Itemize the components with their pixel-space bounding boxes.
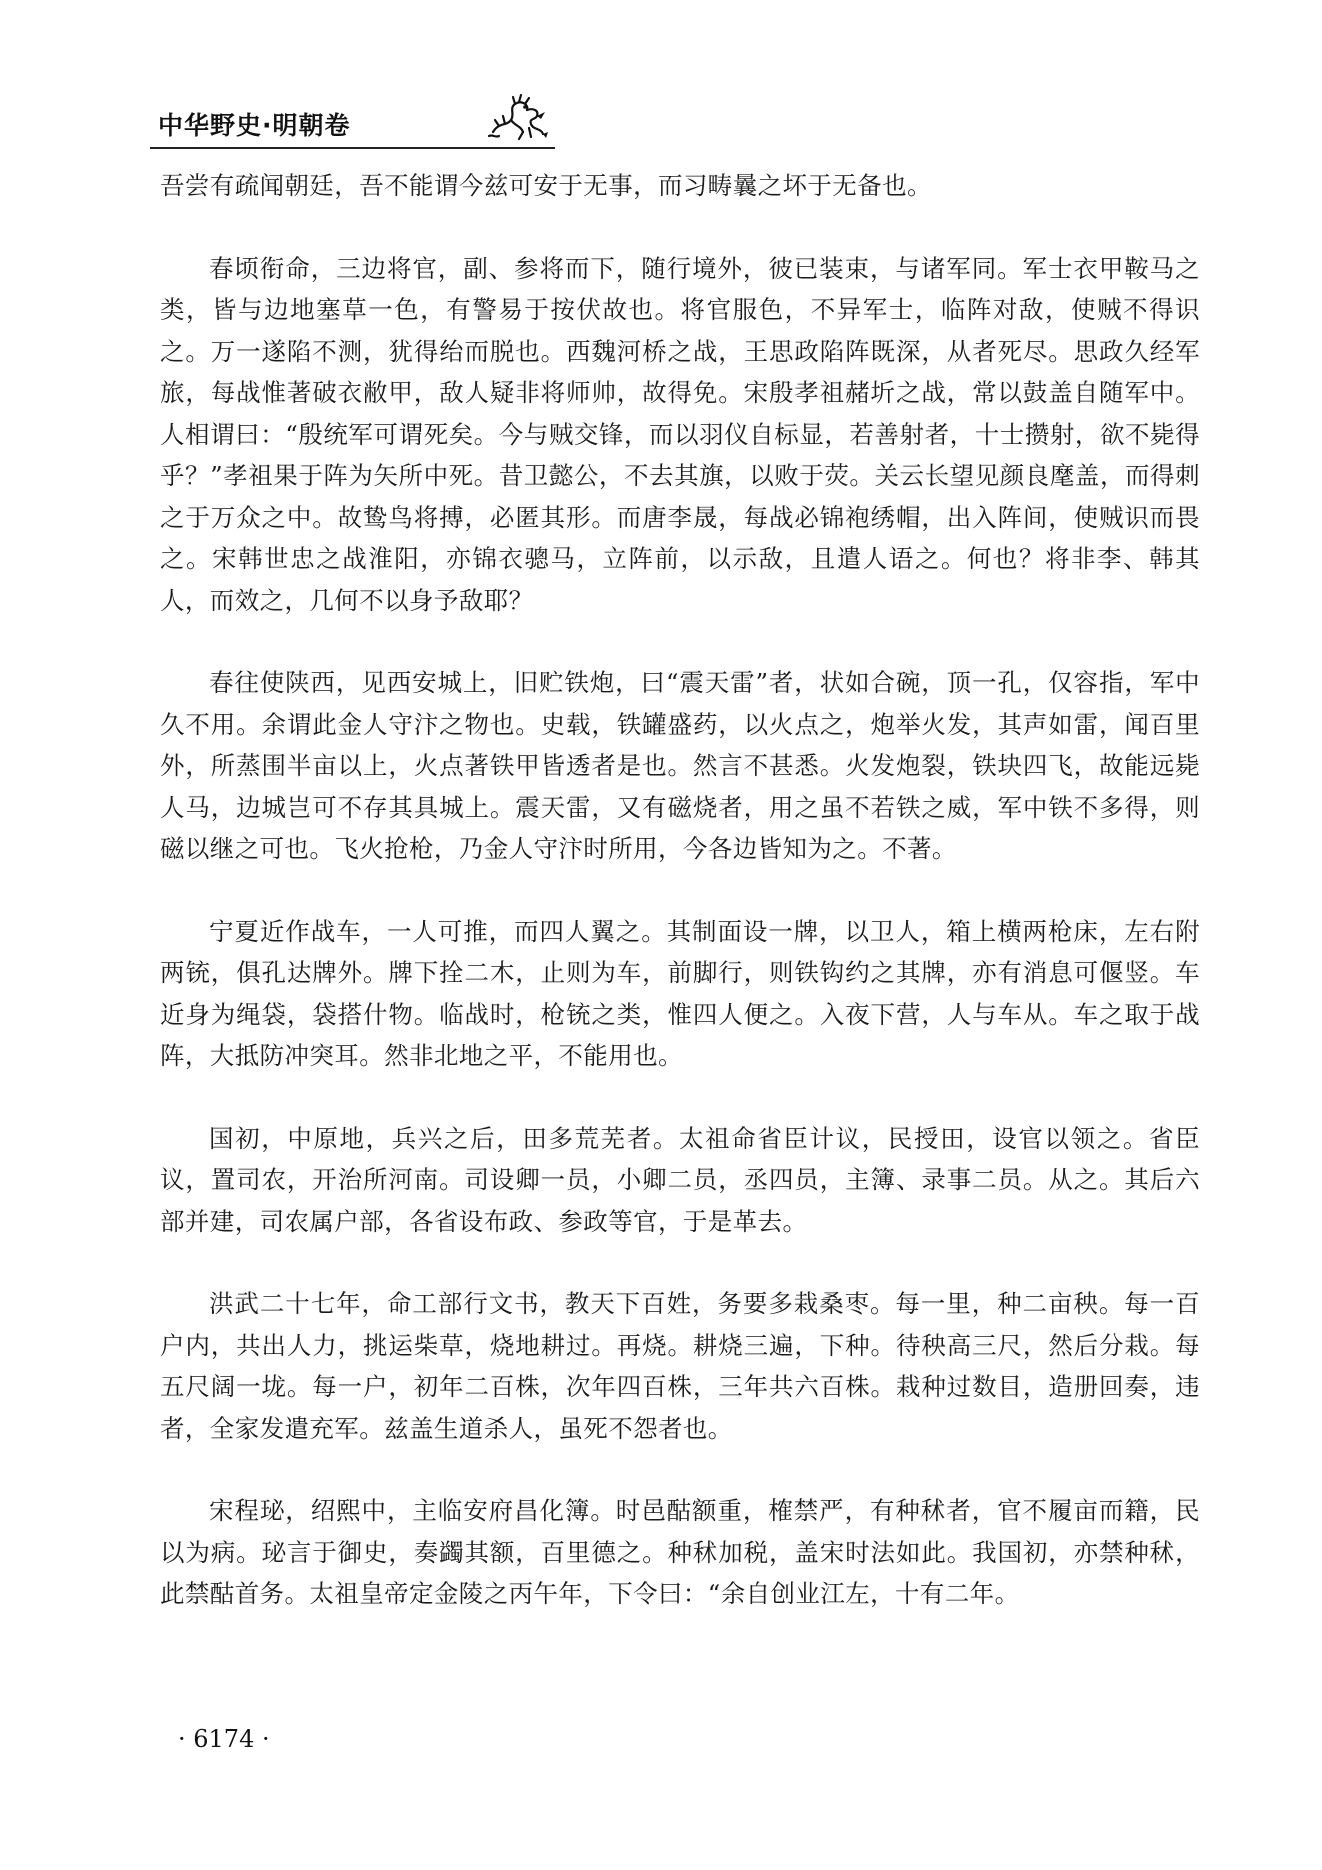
paragraph: 春顷衔命，三边将官，副、参将而下，随行境外，彼已装束，与诸军同。军士衣甲鞍马之类，皆与边地塞草一色，有警易于按伏故也。将官服色，不异军士，临阵对敌，使贼不得识之。万一遂陷不测，犹得绐而脱也。西魏河桥之战，王思政陷阵既深，从者死尽。思政久经军旅，每战惟著破衣敝甲，敌人疑非将师帅，故得免。宋殷孝祖赭圻之战，常以鼓盖自随军中。人相谓曰：“殷统军可谓死矣。今与贼交锋，而以羽仪自标显，若善射者，十士攒射，欲不毙得乎？”孝祖果于阵为矢所中死。昔卫懿公，不去其旗，以败于荧。关云长望见颜良麾盖，而得刺之于万众之中。故鸷鸟将搏，必匿其形。而唐李晟，每战必锦袍绣帽，出入阵间，使贼识而畏之。宋韩世忠之战淮阳，亦锦衣骢马，立阵前，以示敌，且遣人语之。何也？将非李、韩其人，而效之，几何不以身予敌耶？ [160, 253, 1200, 615]
page-number: · 6174 · [178, 1725, 270, 1753]
paragraph: 春往使陕西，见西安城上，旧贮铁炮，曰“震天雷”者，状如合碗，顶一孔，仅容指，军中久不用。余谓此金人守汴之物也。史载，铁罐盛药，以火点之，炮举火发，其声如雷，闻百里外，所蒸围半亩以上，火点著铁甲皆透者是也。然言不甚悉。火发炮裂，铁块四飞，故能远毙人马，边城岂可不存其具城上。震天雷，又有磁烧者，用之虽不若铁之威，军中铁不多得，则磁以继之可也。飞火抢枪，乃金人守汴时所用，今各边皆知为之。不著。 [160, 668, 1200, 863]
running-header-title: 中华野史·明朝卷 [158, 111, 351, 140]
dragon-icon [485, 92, 549, 144]
body-text [160, 165, 1200, 1615]
paragraph: 宋程珌，绍熙中，主临安府昌化簿。时邑酤额重，榷禁严，有种秫者，官不履亩而籍，民以为病。珌言于御史，奏蠲其额，百里德之。种秫加税，盖宋时法如此。我国初，亦禁种秫，此禁酤首务。太祖皇帝定金陵之丙午年，下令曰：“余自创业江左，十有二年。 [160, 1496, 1200, 1608]
paragraph: 国初，中原地，兵兴之后，田多荒芜者。太祖命省臣计议，民授田，设官以领之。省臣议，置司农，开治所河南。司设卿一员，小卿二员，丞四员，主簿、录事二员。从之。其后六部并建，司农属户部，各省设布政、参政等官，于是革去。 [160, 1123, 1200, 1236]
header-rule [150, 147, 555, 149]
running-header [150, 92, 555, 152]
paragraph: 洪武二十七年，命工部行文书，教天下百姓，务要多栽桑枣。每一里，种二亩秧。每一百户内，共出人力，挑运柴草，烧地耕过。再烧。耕烧三遍，下种。待秧高三尺，然后分栽。每五尺阔一垅。每一户，初年二百株，次年四百株，三年共六百株。栽种过数目，造册回奏，违者，全家发遣充军。兹盖生道杀人，虽死不怨者也。 [160, 1289, 1200, 1443]
paragraph: 宁夏近作战车，一人可推，而四人翼之。其制面设一牌，以卫人，箱上横两枪床，左右附两铳，俱孔达牌外。牌下拴二木，止则为车，前脚行，则铁钩约之其牌，亦有消息可偃竖。车近身为绳袋，袋搭什物。临战时，枪铳之类，惟四人便之。入夜下营，人与车从。车之取于战阵，大抵防冲突耳。然非北地之平，不能用也。 [160, 916, 1200, 1070]
paragraph: 吾尝有疏闻朝廷，吾不能谓今兹可安于无事，而习畴曩之坏于无备也。 [160, 171, 932, 200]
